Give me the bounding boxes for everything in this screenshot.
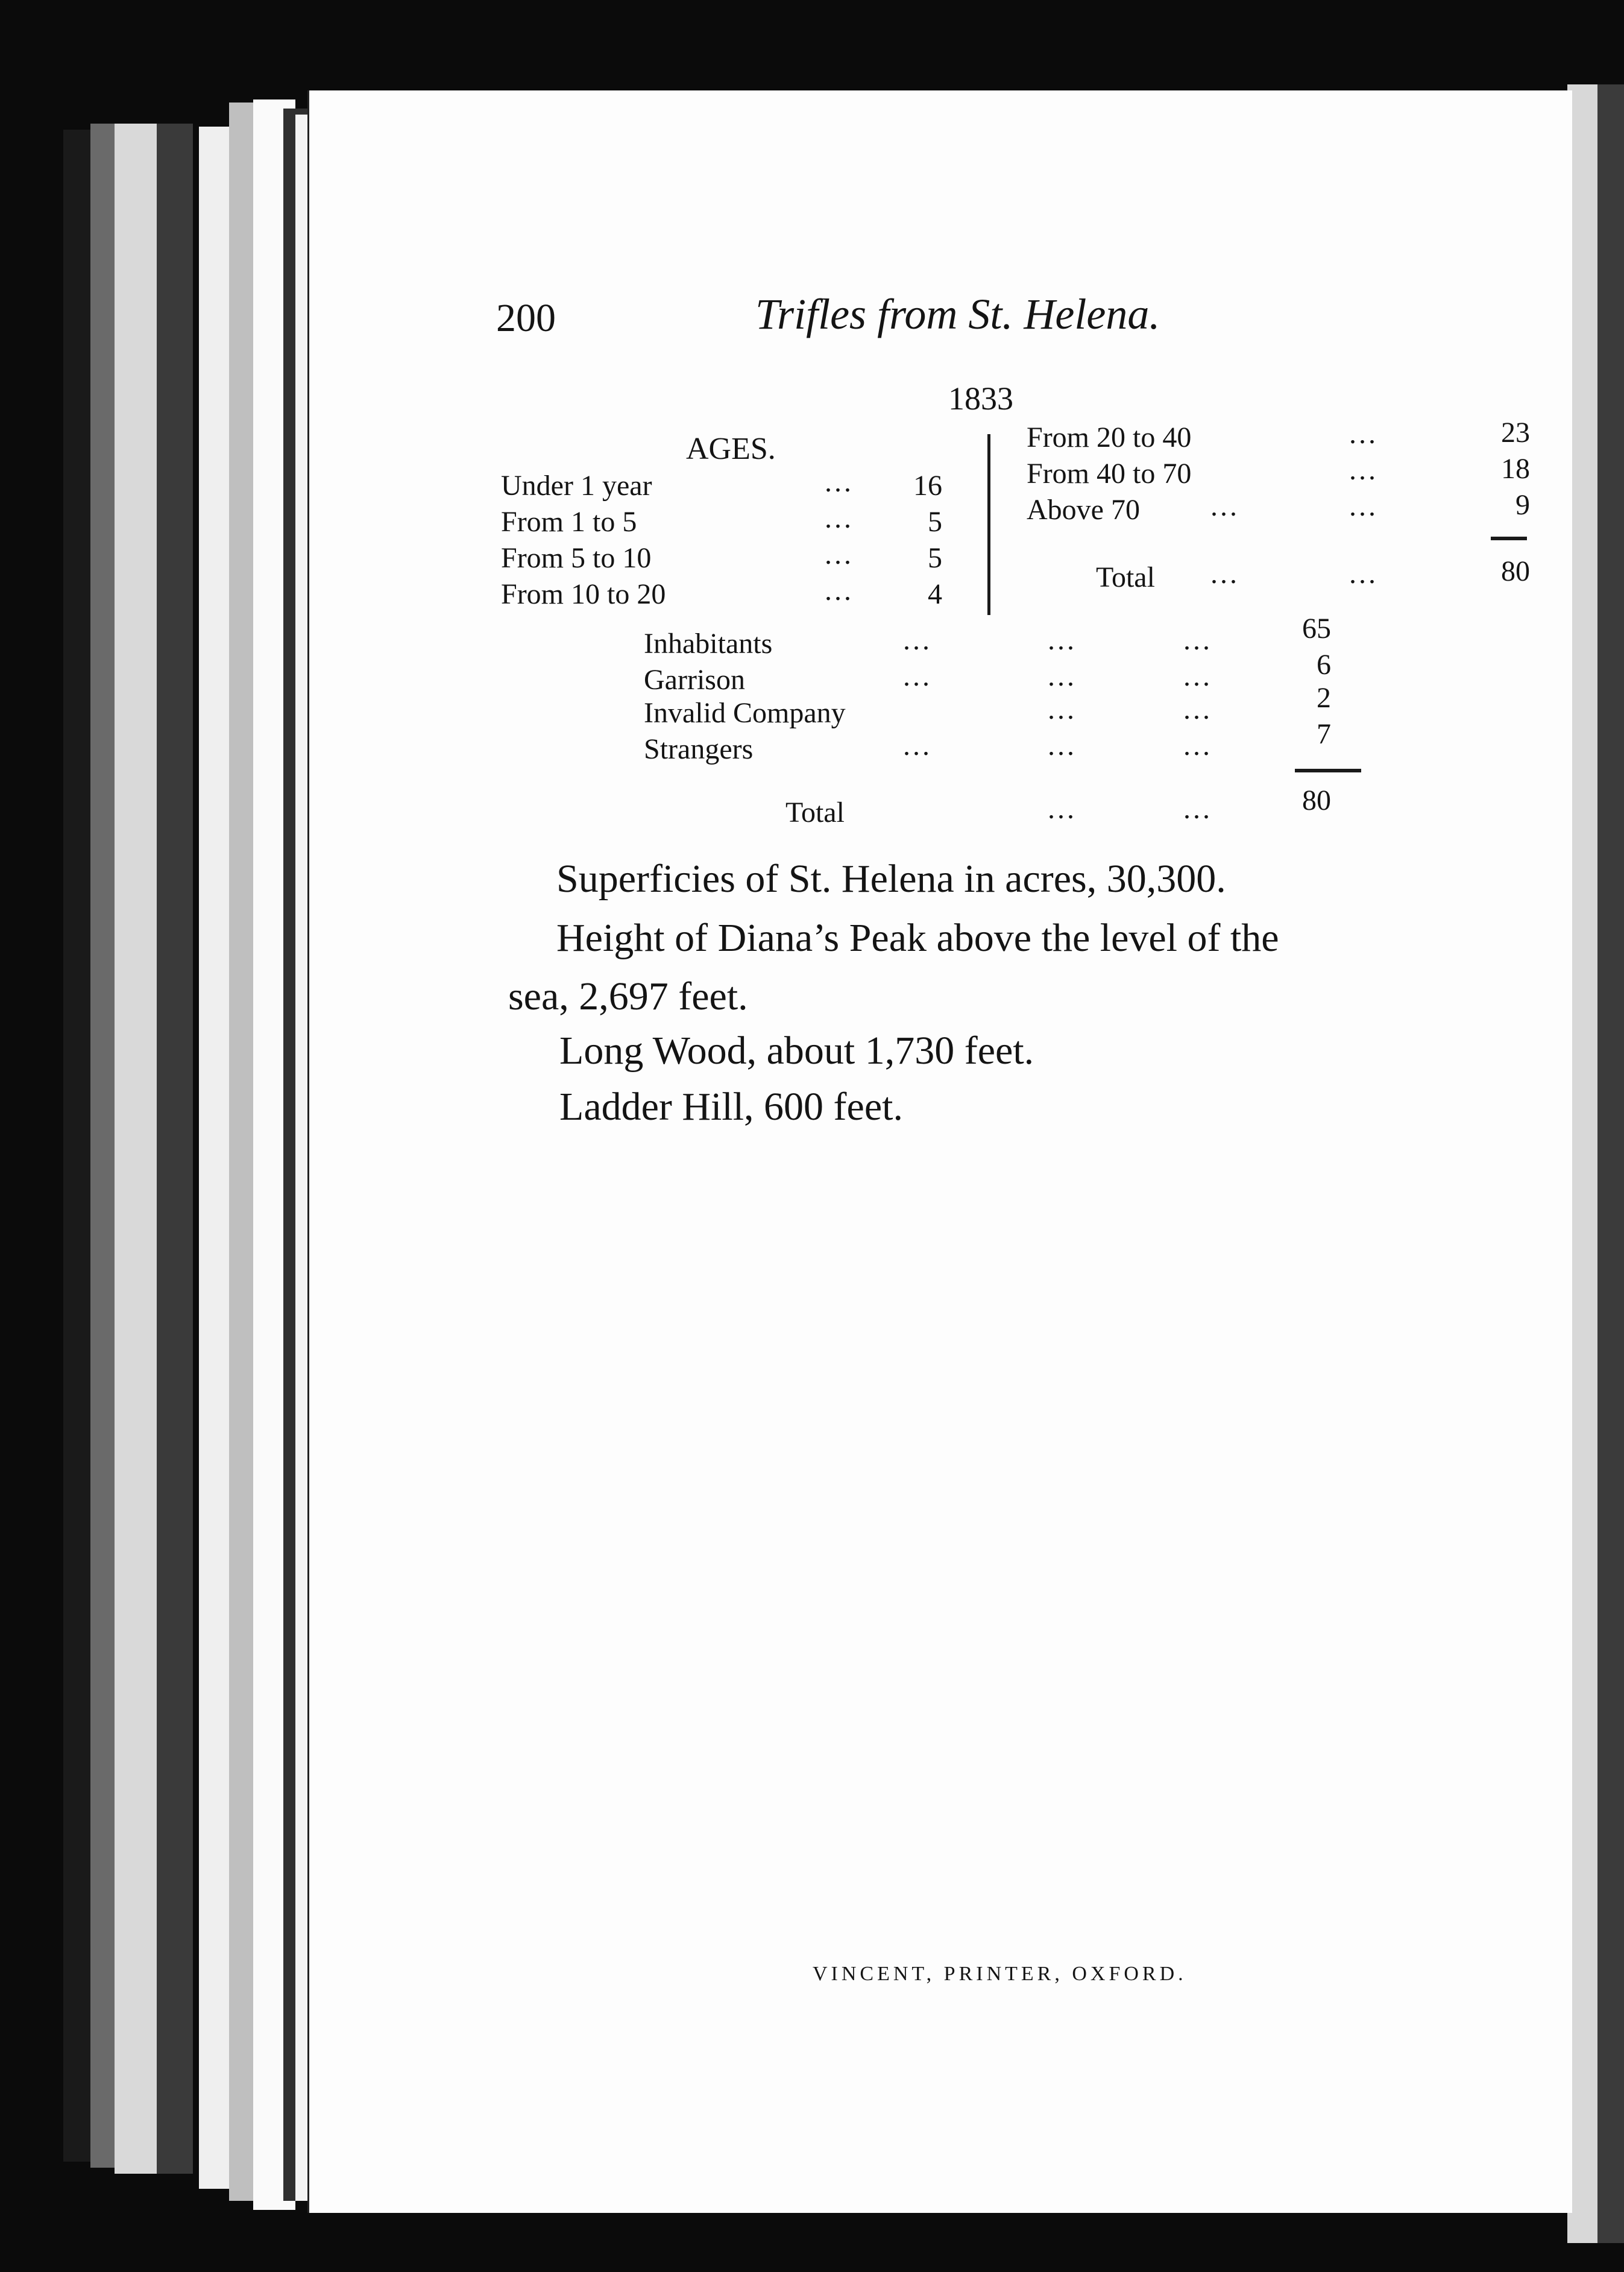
- paragraph-superficies: Superficies of St. Helena in acres, 30,300.: [556, 857, 1226, 901]
- leader-dots: ...: [1183, 730, 1212, 762]
- column-divider: [987, 434, 990, 615]
- ages-row-value: 16: [913, 470, 942, 502]
- ages-heading: AGES.: [686, 432, 776, 466]
- ages-row-label: From 10 to 20: [501, 578, 666, 610]
- leader-dots: ...: [1048, 693, 1077, 725]
- leader-dots: ...: [1048, 624, 1077, 656]
- leader-dots: ...: [1349, 418, 1378, 450]
- leader-dots: ...: [1183, 660, 1212, 692]
- ages-row-label: Above 70: [1027, 494, 1140, 526]
- paragraph-long-wood: Long Wood, about 1,730 feet.: [559, 1029, 1034, 1073]
- leader-dots: ...: [825, 575, 854, 607]
- leader-dots: ...: [903, 624, 932, 656]
- ages-row-label: Under 1 year: [501, 470, 652, 502]
- class-row-label: Strangers: [644, 733, 754, 765]
- leader-dots: ...: [1210, 490, 1239, 522]
- book-page: [307, 90, 1572, 2213]
- leader-dots: ...: [903, 730, 932, 762]
- ages-row-value: 9: [1515, 489, 1530, 521]
- printer-imprint: VINCENT, PRINTER, OXFORD.: [813, 1963, 1187, 1985]
- class-row-value: 65: [1302, 613, 1331, 645]
- ages-total-label: Total: [1096, 561, 1155, 593]
- paragraph-height-line1: Height of Diana’s Peak above the level of the: [556, 916, 1279, 960]
- leader-dots: ...: [1210, 558, 1239, 590]
- total-rule: [1491, 537, 1527, 540]
- running-title: Trifles from St. Helena.: [755, 290, 1160, 338]
- ages-row-value: 5: [928, 542, 942, 574]
- class-row-value: 6: [1317, 649, 1331, 681]
- class-row-value: 2: [1317, 682, 1331, 714]
- class-row-label: Inhabitants: [644, 628, 773, 660]
- leader-dots: ...: [1048, 793, 1077, 825]
- leader-dots: ...: [825, 466, 854, 498]
- leader-dots: ...: [1048, 660, 1077, 692]
- classes-total-value: 80: [1302, 784, 1331, 816]
- class-row-label: Invalid Company: [644, 697, 846, 729]
- total-rule: [1295, 769, 1361, 772]
- leader-dots: ...: [1183, 793, 1212, 825]
- leader-dots: ...: [1349, 558, 1378, 590]
- leader-dots: ...: [1349, 454, 1378, 486]
- page-number: 200: [496, 296, 556, 340]
- ages-row-label: From 5 to 10: [501, 542, 652, 574]
- classes-total-label: Total: [785, 797, 845, 828]
- ages-row-label: From 40 to 70: [1027, 458, 1192, 490]
- class-row-label: Garrison: [644, 664, 745, 696]
- leader-dots: ...: [1048, 730, 1077, 762]
- leader-dots: ...: [1349, 490, 1378, 522]
- paragraph-ladder-hill: Ladder Hill, 600 feet.: [559, 1085, 903, 1129]
- class-row-value: 7: [1317, 718, 1331, 750]
- table-year: 1833: [948, 380, 1013, 417]
- leader-dots: ...: [1183, 693, 1212, 725]
- paragraph-height-line2: sea, 2,697 feet.: [508, 974, 748, 1018]
- ages-row-value: 4: [928, 578, 942, 610]
- ages-row-value: 18: [1501, 453, 1530, 485]
- ages-row-value: 23: [1501, 417, 1530, 449]
- leader-dots: ...: [1183, 624, 1212, 656]
- ages-total-value: 80: [1501, 555, 1530, 587]
- leader-dots: ...: [903, 660, 932, 692]
- ages-row-label: From 20 to 40: [1027, 421, 1192, 453]
- ages-row-label: From 1 to 5: [501, 506, 637, 538]
- leader-dots: ...: [825, 538, 854, 570]
- book-edge: [157, 124, 193, 2174]
- ages-row-value: 5: [928, 506, 942, 538]
- leader-dots: ...: [825, 502, 854, 534]
- facing-page-shadow: [1597, 84, 1624, 2243]
